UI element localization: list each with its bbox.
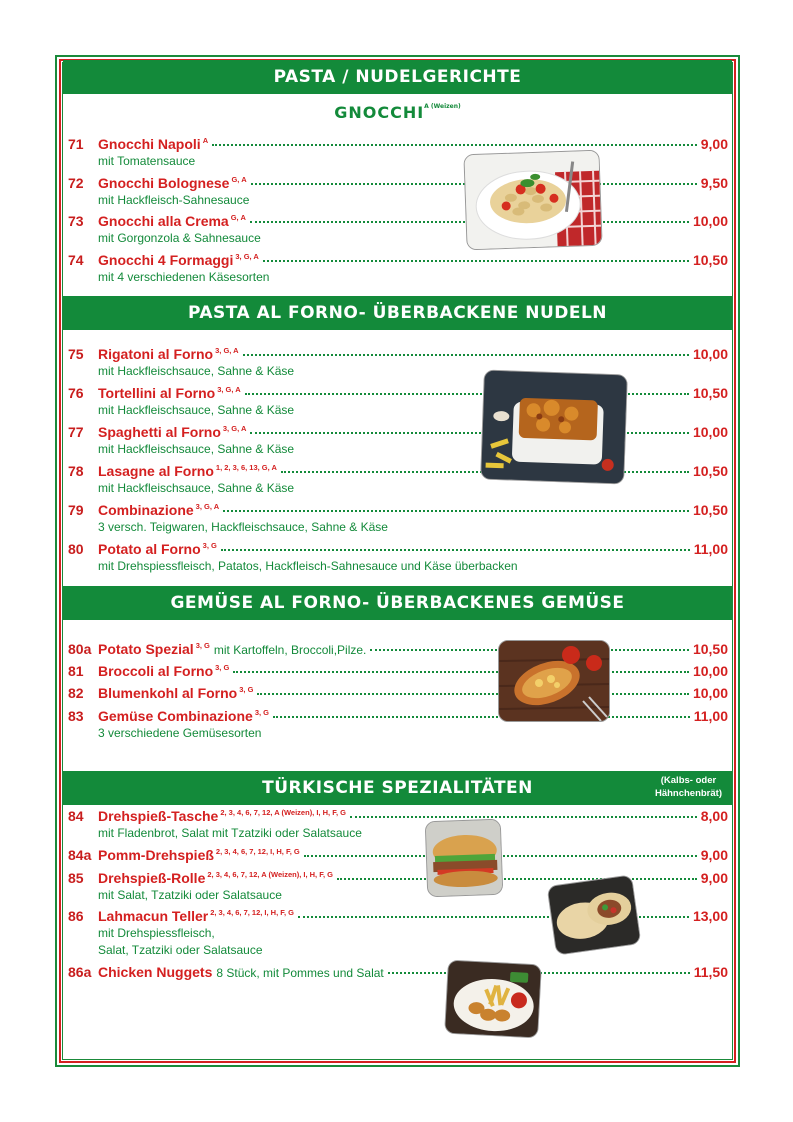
item-number: 78 — [68, 463, 84, 479]
item-price: 9,00 — [700, 847, 728, 863]
item-description: mit Hackfleischsauce, Sahne & Käse — [98, 364, 295, 378]
item-price: 10,50 — [692, 463, 728, 479]
section-title: GEMÜSE AL FORNO- ÜBERBACKENES GEMÜSE — [170, 593, 625, 613]
section-title: PASTA AL FORNO- ÜBERBACKENE NUDELN — [187, 303, 608, 323]
menu-item — [68, 847, 728, 865]
section-header-pasta — [63, 60, 732, 94]
item-price: 10,50 — [692, 641, 728, 657]
item-price: 10,50 — [692, 502, 728, 518]
item-number: 82 — [68, 685, 84, 701]
item-row — [98, 847, 728, 863]
section-subtitle-gnocchi — [63, 103, 732, 122]
leader-dots — [263, 260, 689, 262]
section-header-forno — [63, 296, 732, 330]
allergen-codes: 3, G, A — [215, 346, 239, 355]
item-name: Gnocchi alla Crema $^{G, A}$ — [98, 213, 246, 229]
allergen-codes: 1, 2, 3, 6, 13, G, A — [215, 463, 277, 472]
item-price: 10,00 — [692, 424, 728, 440]
item-price: 10,50 — [692, 385, 728, 401]
item-row — [98, 502, 728, 518]
gnocchi-photo — [463, 150, 602, 251]
leader-dots — [350, 816, 697, 818]
allergen-codes: 3, G, A — [195, 502, 220, 511]
allergen-codes: 3, G — [195, 641, 210, 650]
subtitle-allergen-note: A (Weizen) — [424, 103, 461, 110]
allergen-codes: 3, G, A — [235, 252, 259, 261]
doner-photo — [425, 819, 504, 898]
item-price: 10,00 — [692, 663, 728, 679]
allergen-codes: 2, 3, 4, 6, 7, 12, A (Weizen), I, H, F, G — [207, 870, 333, 879]
item-price: 8,00 — [700, 808, 728, 824]
item-number: 86 — [68, 908, 84, 924]
allergen-codes: G, A — [231, 175, 247, 184]
item-name: Potato al Forno $^{3, G}$ — [98, 541, 217, 557]
item-name: Lahmacun Teller $^{2, 3, 4, 6, 7, 12, I, H, F, G}$ — [98, 908, 295, 924]
item-name: Chicken Nuggets — [98, 964, 213, 980]
subtitle-text: GNOCCHI — [334, 103, 425, 122]
item-row — [98, 252, 728, 268]
item-number: 71 — [68, 136, 84, 152]
leader-dots — [337, 878, 697, 880]
item-inline-desc: 8 Stück, mit Pommes und Salat — [216, 966, 384, 980]
allergen-codes: 2, 3, 4, 6, 7, 12, I, H, F, G — [210, 908, 295, 917]
menu-item — [68, 502, 728, 520]
leader-dots — [221, 549, 690, 551]
item-name: Combinazione $^{3, G, A}$ — [98, 502, 220, 518]
item-description: mit Tomatensauce — [98, 154, 196, 168]
menu-item — [68, 346, 728, 364]
item-row — [98, 541, 728, 557]
item-description: mit Drehspiessfleisch, — [98, 926, 215, 940]
menu-item — [68, 641, 728, 659]
item-name: Gnocchi 4 Formaggi $^{3, G, A}$ — [98, 252, 259, 268]
item-row — [98, 641, 728, 657]
menu-item — [68, 808, 728, 826]
allergen-codes: 2, 3, 4, 6, 7, 12, I, H, F, G — [215, 847, 300, 856]
leader-dots — [233, 671, 689, 673]
item-number: 80 — [68, 541, 84, 557]
menu-item — [68, 463, 728, 481]
allergen-codes: A — [202, 136, 209, 145]
item-name: Rigatoni al Forno $^{3, G, A}$ — [98, 346, 239, 362]
menu-item — [68, 541, 728, 559]
item-number: 81 — [68, 663, 84, 679]
item-name: Spaghetti al Forno $^{3, G, A}$ — [98, 424, 247, 440]
item-name: Tortellini al Forno $^{3, G, A}$ — [98, 385, 241, 401]
item-name: Drehspieß-Tasche $^{2, 3, 4, 6, 7, 12, A (Weizen), I, H, F, G}$ — [98, 808, 346, 824]
item-description: mit Hackfleischsauce, Sahne & Käse — [98, 403, 295, 417]
item-number: 80a — [68, 641, 92, 657]
item-name: Blumenkohl al Forno $^{3, G}$ — [98, 685, 254, 701]
item-number: 84 — [68, 808, 84, 824]
allergen-codes: 3, G, A — [222, 424, 247, 433]
item-row — [98, 870, 728, 886]
allergen-codes: 3, G — [202, 541, 217, 550]
section-header-gemuese — [63, 586, 732, 620]
item-row — [98, 663, 728, 679]
item-description: mit 4 verschiedenen Käsesorten — [98, 270, 270, 284]
item-row — [98, 424, 728, 440]
item-price: 9,00 — [700, 136, 728, 152]
item-price: 11,50 — [693, 964, 728, 980]
menu-item — [68, 964, 728, 982]
leader-dots — [273, 716, 690, 718]
section-title: PASTA / NUDELGERICHTE — [273, 67, 522, 87]
item-price: 10,50 — [692, 252, 728, 268]
item-number: 85 — [68, 870, 84, 886]
item-number: 79 — [68, 502, 84, 518]
item-price: 11,00 — [693, 708, 728, 724]
item-number: 76 — [68, 385, 84, 401]
item-row — [98, 175, 728, 191]
item-row — [98, 685, 728, 701]
item-name: Gemüse Combinazione $^{3, G}$ — [98, 708, 269, 724]
item-name: Pomm-Drehspieß $^{2, 3, 4, 6, 7, 12, I, H, F, G}$ — [98, 847, 300, 863]
leader-dots — [243, 354, 689, 356]
wrap-photo — [547, 874, 642, 955]
item-row — [98, 385, 728, 401]
item-row — [98, 964, 728, 980]
section-title: TÜRKISCHE SPEZIALITÄTEN — [262, 778, 533, 798]
menu-item — [68, 252, 728, 270]
item-description: mit Drehspiessfleisch, Patatos, Hackfleisch-Sahnesauce und Käse überbacken — [98, 559, 518, 573]
allergen-codes: G, A — [230, 213, 246, 222]
item-description: mit Hackfleischsauce, Sahne & Käse — [98, 481, 295, 495]
menu-item — [68, 685, 728, 703]
item-row — [98, 346, 728, 362]
section-note: (Kalbs- oder Hähnchenbrät) — [654, 775, 722, 799]
nuggets-photo — [444, 960, 542, 1039]
item-name: Drehspieß-Rolle $^{2, 3, 4, 6, 7, 12, A (Weizen), I, H, F, G}$ — [98, 870, 333, 886]
menu-item — [68, 385, 728, 403]
item-name: Broccoli al Forno $^{3, G}$ — [98, 663, 230, 679]
menu-item — [68, 424, 728, 442]
allergen-codes: 3, G, A — [217, 385, 241, 394]
item-price: 10,00 — [692, 213, 728, 229]
item-price: 13,00 — [692, 908, 728, 924]
item-number: 73 — [68, 213, 84, 229]
item-number: 72 — [68, 175, 84, 191]
item-row — [98, 808, 728, 824]
item-name: Potato Spezial $^{3, G}$ — [98, 641, 210, 657]
item-price: 11,00 — [693, 541, 728, 557]
menu-item — [68, 708, 728, 726]
item-row — [98, 136, 728, 152]
item-description: mit Fladenbrot, Salat mit Tzatziki oder Salatsauce — [98, 826, 362, 840]
item-row — [98, 708, 728, 724]
menu-item — [68, 136, 728, 154]
item-name: Gnocchi Bolognese $^{G, A}$ — [98, 175, 247, 191]
item-description: mit Gorgonzola & Sahnesauce — [98, 231, 261, 245]
section-header-tuerkisch — [63, 771, 732, 805]
leader-dots — [257, 693, 689, 695]
item-description: 3 versch. Teigwaren, Hackfleischsauce, Sahne & Käse — [98, 520, 388, 534]
item-name: Lasagne al Forno $^{1, 2, 3, 6, 13, G, A}$ — [98, 463, 277, 479]
item-description: 3 verschiedene Gemüsesorten — [98, 726, 262, 740]
leader-dots — [212, 144, 697, 146]
item-price: 9,50 — [700, 175, 728, 191]
pasta-al-forno-photo — [480, 370, 628, 485]
allergen-codes: 3, G — [239, 685, 254, 694]
item-price: 10,00 — [692, 685, 728, 701]
item-price: 9,00 — [700, 870, 728, 886]
item-description: Salat, Tzatziki oder Salatsauce — [98, 943, 263, 957]
allergen-codes: 3, G — [215, 663, 230, 672]
item-row — [98, 213, 728, 229]
item-price: 10,00 — [692, 346, 728, 362]
menu-item — [68, 175, 728, 193]
item-name: Gnocchi Napoli $^A$ — [98, 136, 209, 152]
item-number: 84a — [68, 847, 92, 863]
item-number: 77 — [68, 424, 84, 440]
leader-dots — [223, 510, 689, 512]
menu-item — [68, 213, 728, 231]
item-number: 74 — [68, 252, 84, 268]
item-description: mit Hackfleischsauce, Sahne & Käse — [98, 442, 295, 456]
item-inline-desc: mit Kartoffeln, Broccoli,Pilze. — [213, 643, 367, 657]
allergen-codes: 2, 3, 4, 6, 7, 12, A (Weizen), I, H, F, G — [220, 808, 346, 817]
item-description: mit Hackfleisch-Sahnesauce — [98, 193, 250, 207]
menu-item — [68, 663, 728, 681]
potato-photo — [498, 640, 610, 722]
item-number: 75 — [68, 346, 84, 362]
item-number: 86a — [68, 964, 92, 980]
item-row — [98, 463, 728, 479]
item-description: mit Salat, Tzatziki oder Salatsauce — [98, 888, 282, 902]
item-number: 83 — [68, 708, 84, 724]
allergen-codes: 3, G — [254, 708, 269, 717]
